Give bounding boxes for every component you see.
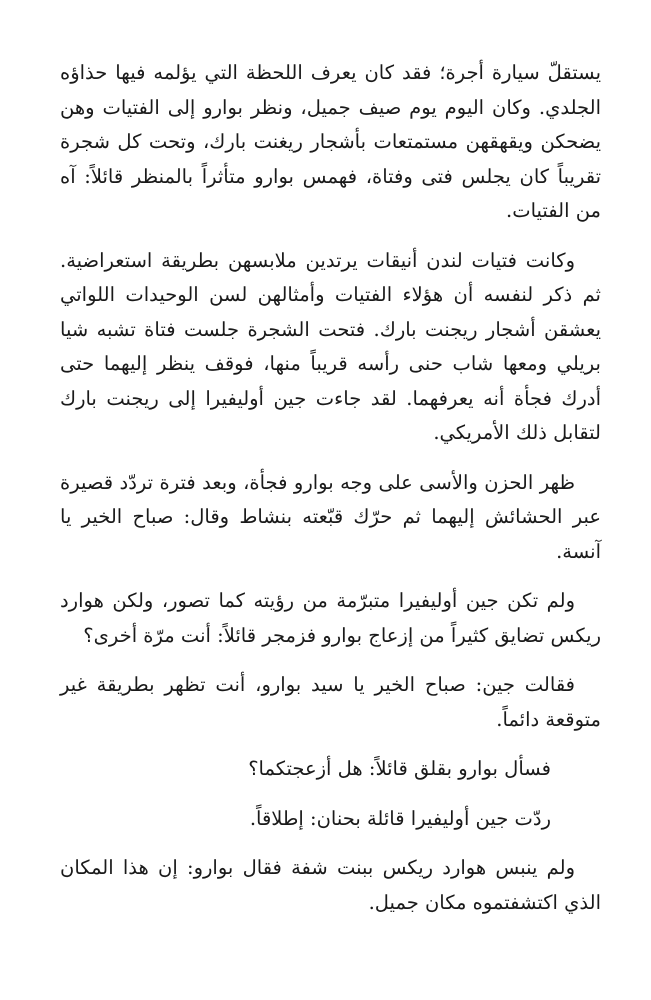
paragraph-2: وكانت فتيات لندن أنيقات يرتدين ملابسهن بطريقة استعراضية. ثم ذكر لنفسه أن هؤلاء الفتيات وأمثالهن لسن الوحيدات اللواتي يعشقن أشجار ريجنت بارك. فتحت الشجرة جلست فتاة تشبه شيا بريلي ومعها شاب حنى رأسه قريباً منها، فوقف ينظر إليهما حتى أدرك فجأة أنه يعرفهما. لقد جاءت جين أوليفيرا إلى ريجنت بارك لتقابل ذلك الأمريكي. — [60, 248, 601, 444]
paragraph-3: ظهر الحزن والأسى على وجه بوارو فجأة، وبعد فترة تردّد قصيرة عبر الحشائش إليهما ثم حرّك قبّعته بنشاط وقال: صباح الخير يا آنسة. — [60, 470, 601, 563]
paragraph-1: يستقلّ سيارة أجرة؛ فقد كان يعرف اللحظة التي يؤلمه فيها حذاؤه الجلدي. وكان اليوم يوم صيف جميل، ونظر بوارو إلى الفتيات وهن يضحكن ويقهقهن مستمتعات بأشجار ريغنت بارك، وتحت كل شجرة تقريباً كان يجلس فتى وفتاة، فهمس بوارو متأثراً بالمنظر قائلاً: آه من الفتيات. — [60, 61, 601, 222]
paragraph-7: ردّت جين أوليفيرا قائلة بحنان: إطلاقاً. — [249, 806, 551, 830]
book-page — [60, 56, 601, 935]
paragraph-8: ولم ينبس هوارد ريكس ببنت شفة فقال بوارو: إن هذا المكان الذي اكتشفتموه مكان جميل. — [60, 856, 601, 914]
paragraph-5: فقالت جين: صباح الخير يا سيد بوارو، أنت تظهر بطريقة غير متوقعة دائماً. — [60, 673, 601, 731]
paragraph-6: فسأل بوارو بقلق قائلاً: هل أزعجتكما؟ — [248, 757, 551, 780]
paragraph-4: ولم تكن جين أوليفيرا متبرّمة من رؤيته كما تصور، ولكن هوارد ريكس تضايق كثيراً من إزعاج بوارو فزمجر قائلاً: أنت مرّة أخرى؟ — [60, 589, 601, 647]
